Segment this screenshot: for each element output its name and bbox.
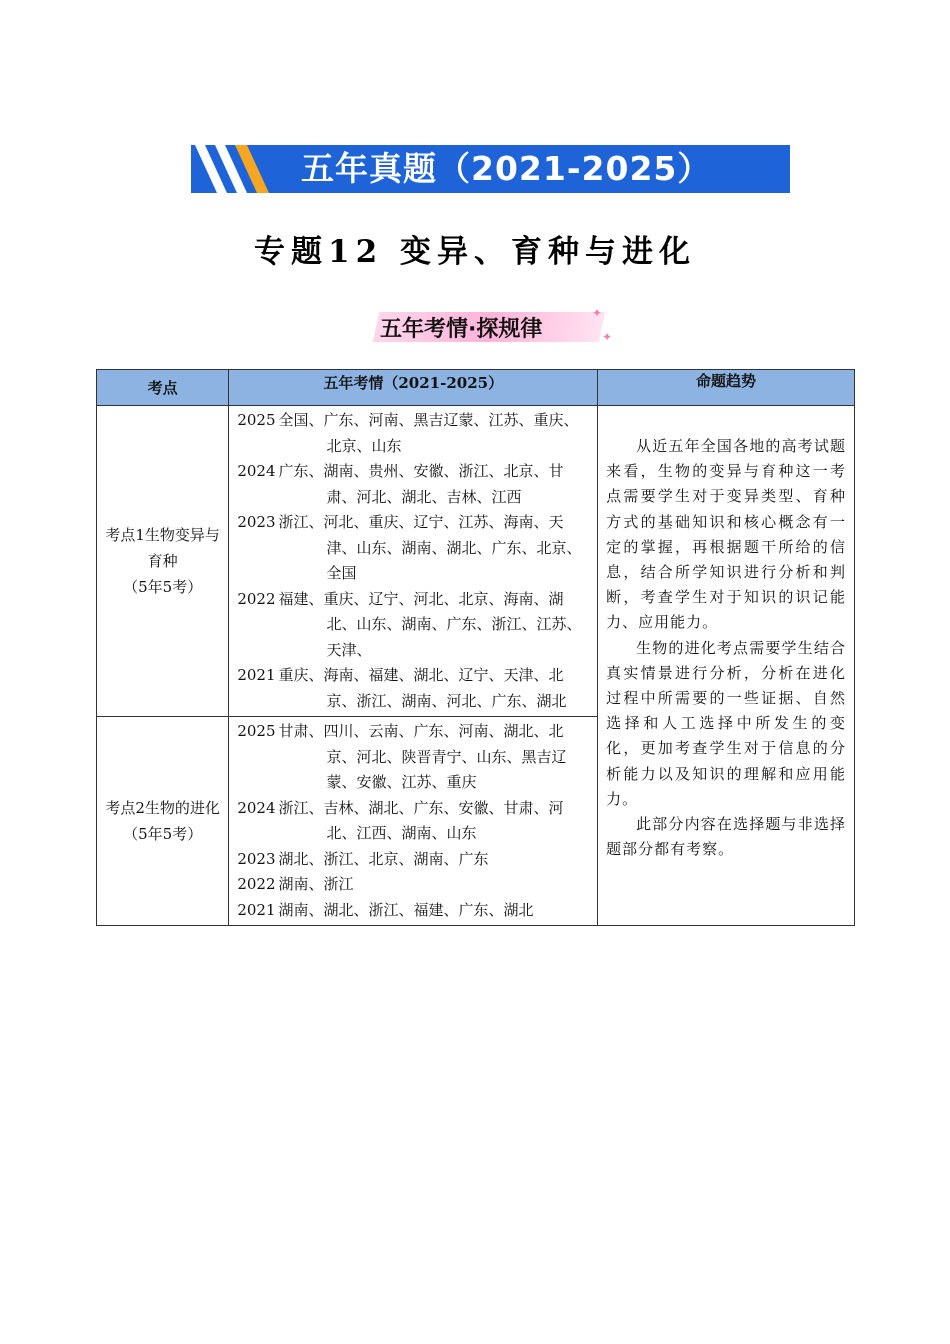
entry-year: 2023	[237, 513, 276, 531]
year-entry	[237, 587, 589, 664]
entry-year: 2022	[237, 875, 276, 893]
year-entry	[237, 408, 589, 459]
header-point: 考点	[97, 370, 229, 406]
point-count: （5年5考）	[123, 578, 203, 596]
header-history: 五年考情（2021-2025）	[229, 370, 598, 406]
table-header-row	[97, 370, 855, 406]
sparkle-icon: ✦	[592, 306, 603, 320]
sparkle-icon: ✦	[602, 330, 613, 344]
year-entry	[237, 663, 589, 714]
year-entry	[237, 719, 589, 796]
entry-places: 浙江、吉林、湖北、广东、安徽、甘肃、河北、江西、湖南、山东	[278, 798, 564, 842]
trend-paragraph: 从近五年全国各地的高考试题来看，生物的变异与育种这一考点需要学生对于变异类型、育种方式的基础知识和核心概念有一定的掌握，再根据题干所给的信息，结合所学知识进行分析和判断，考查学生对于知识的识记能力、应用能力。	[606, 437, 846, 632]
point-count: （5年5考）	[123, 825, 203, 843]
stripes-decoration	[191, 145, 281, 193]
header-trend: 命题趋势	[598, 370, 855, 406]
banner-title: 五年真题（2021-2025）	[301, 149, 712, 188]
year-entry	[237, 898, 589, 924]
entry-places: 重庆、海南、福建、湖北、辽宁、天津、北京、浙江、湖南、河北、广东、湖北	[278, 666, 567, 710]
point-name: 考点1生物变异与育种	[105, 526, 220, 570]
entry-places: 全国、广东、河南、黑吉辽蒙、江苏、重庆、北京、山东	[278, 411, 579, 455]
entry-places: 湖南、浙江	[278, 875, 354, 893]
entry-year: 2021	[237, 900, 276, 919]
section-subtitle	[370, 306, 615, 350]
entry-year: 2025	[237, 722, 276, 740]
section-banner	[191, 145, 790, 193]
trend-cell	[598, 406, 855, 926]
entry-places: 浙江、河北、重庆、辽宁、江苏、海南、天津、山东、湖南、湖北、广东、北京、全国	[278, 513, 582, 582]
trend-paragraph: 生物的进化考点需要学生结合真实情景进行分析，分析在进化过程中所需要的一些证据、自然选择和人工选择中所发生的变化，更加考查学生对于信息的分析能力以及知识的理解和应用能力。	[606, 638, 846, 808]
point-name: 考点2生物的进化	[105, 799, 220, 817]
entry-year: 2022	[237, 589, 276, 608]
table-row	[97, 406, 855, 717]
entry-places: 湖南、湖北、浙江、福建、广东、湖北	[278, 900, 534, 919]
year-entry	[237, 872, 589, 898]
entry-places: 广东、湖南、贵州、安徽、浙江、北京、甘肃、河北、湖北、吉林、江西	[278, 462, 564, 506]
point-cell	[97, 406, 229, 717]
entry-places: 甘肃、四川、云南、广东、河南、湖北、北京、河北、陕晋青宁、山东、黑吉辽蒙、安徽、江苏、重庆	[278, 722, 567, 791]
history-cell	[229, 406, 598, 717]
year-entry	[237, 847, 589, 873]
year-entry	[237, 459, 589, 510]
entry-places: 湖北、浙江、北京、湖南、广东	[278, 849, 489, 868]
entry-year: 2024	[237, 798, 276, 817]
year-entry	[237, 510, 589, 587]
exam-analysis-table	[96, 369, 855, 926]
trend-paragraph: 此部分内容在选择题与非选择题部分都有考察。	[606, 815, 846, 859]
entry-year: 2024	[237, 462, 276, 480]
subtitle-text: 五年考情·探规律	[380, 317, 543, 342]
point-cell	[97, 717, 229, 926]
year-entry	[237, 796, 589, 847]
entry-places: 福建、重庆、辽宁、河北、北京、海南、湖北、山东、湖南、广东、浙江、江苏、天津、	[278, 589, 582, 659]
history-cell	[229, 717, 598, 926]
entry-year: 2025	[237, 411, 276, 429]
page-title: 专题12 变异、育种与进化	[254, 234, 696, 270]
entry-year: 2021	[237, 666, 276, 684]
entry-year: 2023	[237, 849, 276, 868]
